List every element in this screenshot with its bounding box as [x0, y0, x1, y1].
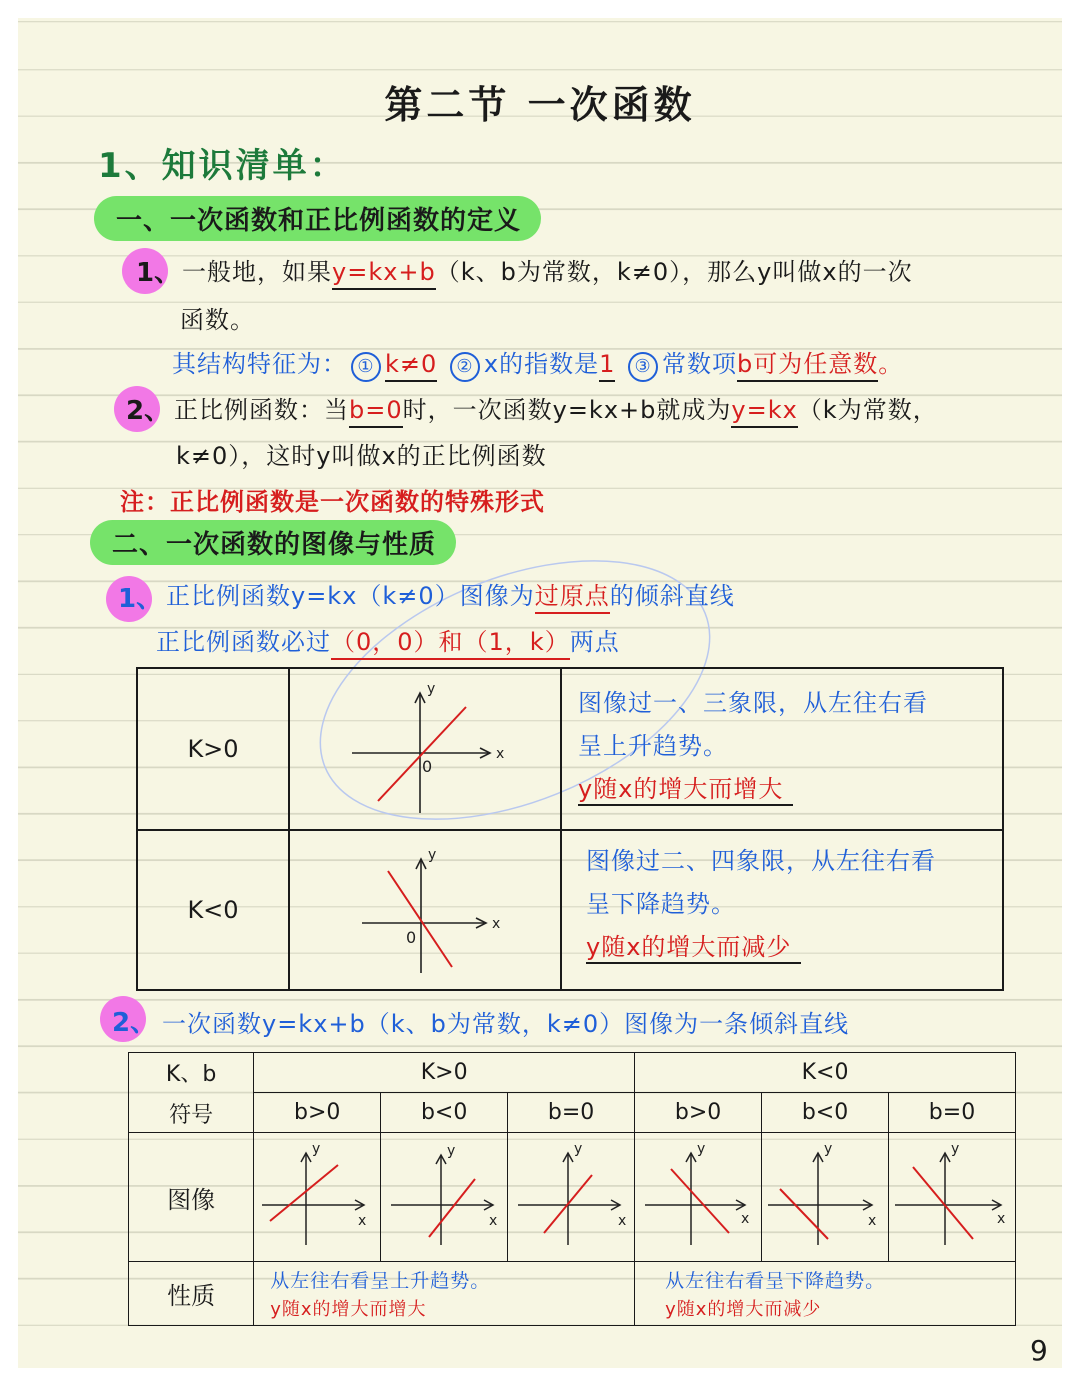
- condition-k-positive: K>0: [187, 735, 239, 763]
- x-axis-label: x: [492, 916, 501, 932]
- table-header-row: [129, 1053, 1016, 1093]
- prop-def-pre: 正比例函数：当: [174, 396, 349, 424]
- linear-graph-description: 一次函数y=kx+b（k、b为常数，k≠0）图像为一条倾斜直线: [162, 1010, 850, 1038]
- part1-heading: 一、一次函数和正比例函数的定义: [94, 196, 541, 241]
- item-number: 2、: [126, 396, 171, 426]
- x-axis-label: x: [496, 746, 505, 762]
- passes-post: 两点: [569, 628, 620, 656]
- graph-k-pos-b-neg: [381, 1133, 505, 1257]
- structure-feature-line: [172, 344, 903, 382]
- y-axis-label: y: [951, 1141, 960, 1157]
- formula-linear: y=kx+b: [332, 258, 436, 290]
- y-axis-label: y: [447, 1143, 456, 1159]
- line-rising: [378, 707, 466, 801]
- prop-increasing: y随x的增大而增大: [270, 1299, 427, 1320]
- y-axis-label: y: [428, 847, 437, 863]
- proportional-function-table: [136, 667, 1004, 991]
- part2-heading: 二、一次函数的图像与性质: [90, 520, 456, 565]
- proportional-graph-line1: [166, 576, 735, 611]
- graph-k-neg-b-zero: [889, 1133, 1013, 1257]
- graph-line: [913, 1167, 973, 1239]
- graph-desc-origin: 过原点: [535, 582, 610, 614]
- feature-exponent-label: x的指数是: [483, 350, 600, 378]
- graph-line: [671, 1169, 729, 1233]
- desc-monotonic: y随x的增大而增大: [578, 769, 793, 806]
- graph-line: [429, 1179, 475, 1237]
- graph-k-neg-b-pos: [635, 1133, 759, 1257]
- y-axis-label: y: [697, 1141, 706, 1157]
- prop-def-mid: 时，一次函数y=kx+b就成为: [402, 396, 732, 424]
- sub-b-negative: b<0: [801, 1100, 849, 1125]
- table-row: [137, 830, 1003, 990]
- sub-b-negative: b<0: [420, 1100, 468, 1125]
- y-axis-label: y: [312, 1141, 321, 1157]
- page-number: 9: [1030, 1334, 1048, 1367]
- desc-quadrants: 图像过二、四象限，从左往右看: [586, 847, 936, 875]
- proportional-def-line2: k≠0），这时y叫做x的正比例函数: [176, 442, 547, 470]
- desc-monotonic: y随x的增大而减少: [586, 927, 801, 964]
- proportional-def-line1: [174, 390, 938, 425]
- circled-number-3: ③: [628, 352, 658, 382]
- desc-trend: 呈上升趋势。: [578, 732, 728, 760]
- x-axis-label: x: [489, 1213, 498, 1229]
- prop-decreasing: y随x的增大而减少: [665, 1299, 822, 1320]
- row-label-graph: 图像: [167, 1185, 216, 1214]
- circled-number-2: ②: [450, 352, 480, 382]
- sub-b-positive: b>0: [674, 1100, 722, 1125]
- item-number: 1、: [136, 258, 181, 288]
- sub-b-positive: b>0: [294, 1100, 341, 1125]
- graph-desc-post: 的倾斜直线: [609, 582, 735, 610]
- feature-end: 。: [878, 350, 904, 378]
- feature-k-nonzero: k≠0: [385, 350, 437, 382]
- definition-line2: 函数。: [180, 306, 255, 334]
- section-heading-knowledge-list: 1、知识清单：: [98, 146, 347, 186]
- table-row-properties: [129, 1262, 1016, 1326]
- passes-pre: 正比例函数必过: [156, 628, 331, 656]
- feature-prefix: 其结构特征为：: [172, 350, 347, 378]
- corner-label-sign: 符号: [169, 1102, 214, 1128]
- linear-function-table: [128, 1052, 1016, 1326]
- feature-exponent-value: 1: [599, 350, 615, 382]
- y-axis-label: y: [427, 681, 436, 697]
- graph-desc-pre: 正比例函数y=kx（k≠0）图像为: [166, 582, 535, 610]
- line-falling: [388, 871, 452, 967]
- circled-number-1: ①: [351, 352, 381, 382]
- x-axis-label: x: [741, 1211, 750, 1227]
- prop-def-formula: y=kx: [731, 396, 797, 428]
- passes-points: （0，0）和（1，k）: [331, 628, 570, 660]
- condition-k-negative: K<0: [187, 896, 239, 924]
- graph-k-pos-b-pos: [254, 1133, 378, 1257]
- definition-line1: [182, 252, 913, 287]
- x-axis-label: x: [868, 1213, 877, 1229]
- y-axis-label: y: [574, 1141, 583, 1157]
- graph-line: [780, 1189, 828, 1239]
- graph-k-negative: [290, 831, 560, 985]
- x-axis-label: x: [997, 1211, 1006, 1227]
- table-row: [137, 668, 1003, 830]
- item-number: 2、: [112, 1008, 157, 1038]
- sub-b-zero: b=0: [928, 1100, 976, 1125]
- feature-constant-value: b可为任意数: [737, 350, 878, 382]
- note-special-form: 注：正比例函数是一次函数的特殊形式: [120, 488, 545, 516]
- origin-label: 0: [422, 757, 433, 776]
- prop-def-post: （k为常数，: [797, 396, 938, 424]
- origin-label: 0: [406, 928, 417, 947]
- corner-label-kb: K、b: [165, 1061, 217, 1087]
- graph-k-neg-b-neg: [762, 1133, 886, 1257]
- header-k-positive: K>0: [420, 1060, 468, 1085]
- definition-post: （k、b为常数，k≠0），那么y叫做x的一次: [435, 258, 913, 286]
- feature-constant-label: 常数项: [662, 350, 738, 378]
- x-axis-label: x: [618, 1213, 627, 1229]
- proportional-graph-line2: [156, 622, 620, 657]
- page-title: 第二节 一次函数: [384, 83, 696, 127]
- desc-quadrants: 图像过一、三象限，从左往右看: [578, 689, 928, 717]
- prop-rising-trend: 从左往右看呈上升趋势。: [270, 1270, 491, 1292]
- graph-k-positive: [290, 669, 560, 825]
- row-label-properties: 性质: [167, 1282, 216, 1310]
- graph-line: [270, 1165, 338, 1221]
- sub-b-zero: b=0: [547, 1100, 595, 1125]
- table-subheader-row: [129, 1093, 1016, 1133]
- graph-k-pos-b-zero: [508, 1133, 632, 1257]
- desc-trend: 呈下降趋势。: [586, 890, 736, 918]
- definition-pre: 一般地，如果: [182, 258, 332, 286]
- prop-falling-trend: 从左往右看呈下降趋势。: [665, 1270, 886, 1292]
- x-axis-label: x: [358, 1213, 367, 1229]
- prop-def-condition: b=0: [349, 396, 403, 428]
- header-k-negative: K<0: [801, 1060, 849, 1085]
- y-axis-label: y: [824, 1141, 833, 1157]
- item-number: 1、: [118, 584, 163, 614]
- table-row-graph: [129, 1133, 1016, 1262]
